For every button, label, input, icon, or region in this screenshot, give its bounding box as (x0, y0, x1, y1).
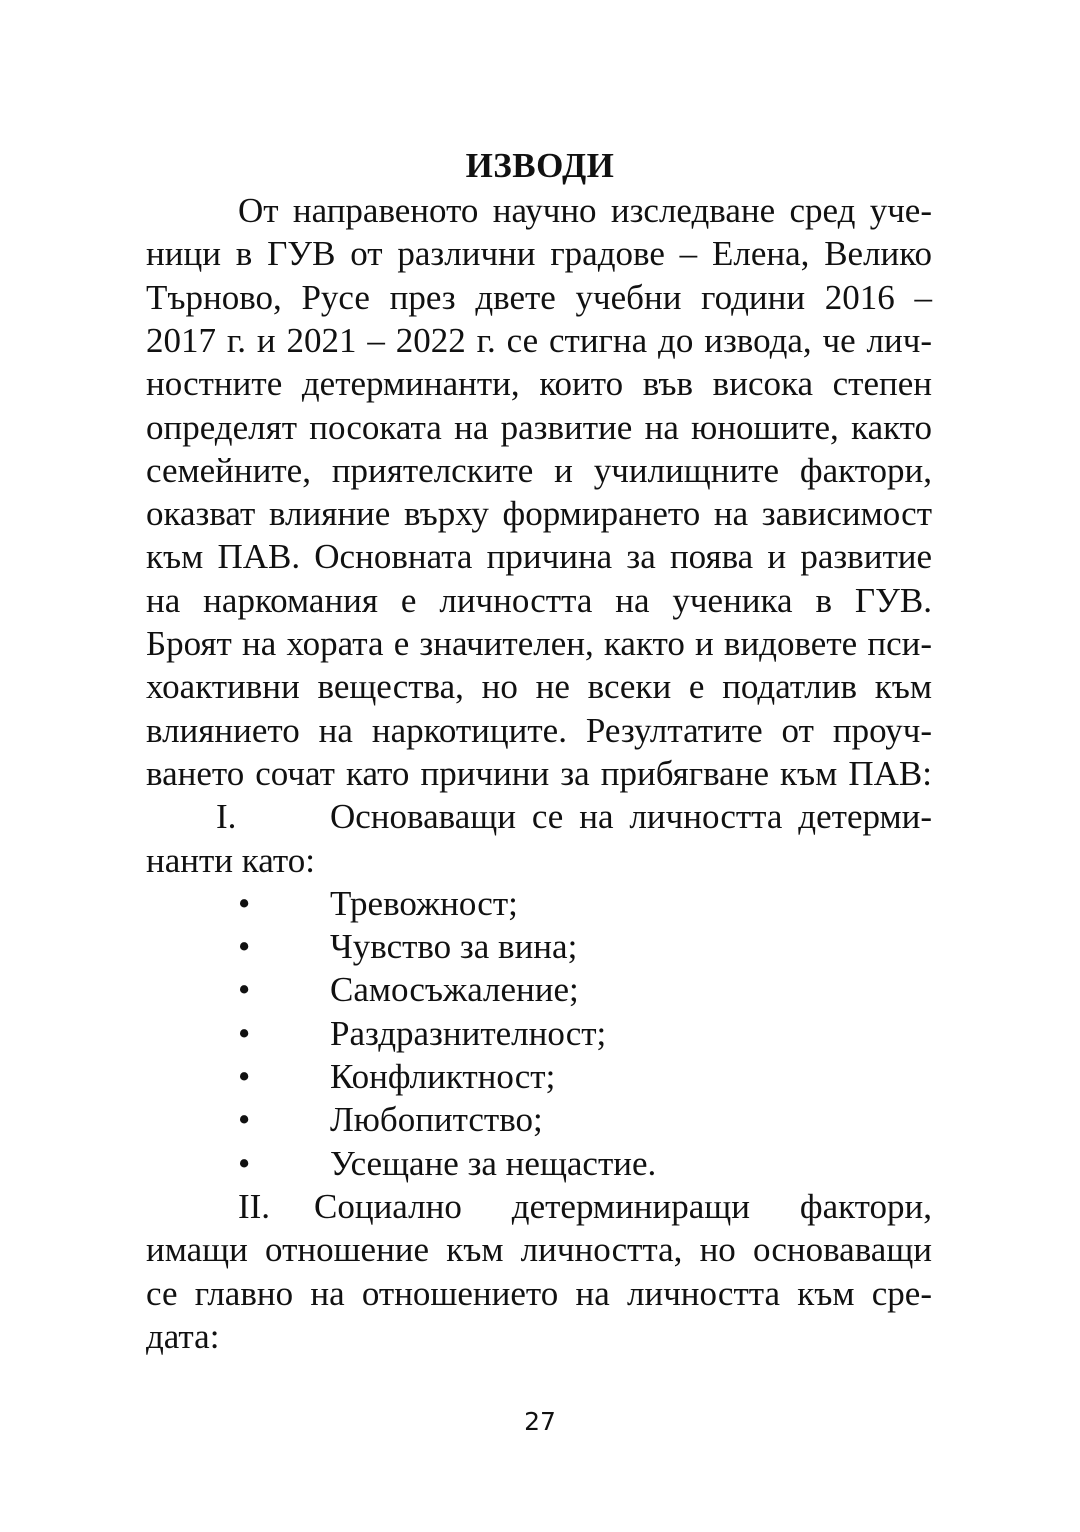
bullet-icon: • (238, 927, 251, 966)
paragraph-line: Търново, Русе през двете учебни години 2016 – (146, 278, 932, 317)
paragraph-line: хоактивни вещества, но не всеки е податлив към (146, 667, 932, 706)
paragraph-line: 2017 г. и 2021 – 2022 г. се стигна до извода, че лич- (146, 321, 932, 360)
section-1-continuation: нанти като: (146, 841, 315, 880)
bullet-text: Тревожност; (330, 884, 518, 923)
paragraph-line: оказват влияние върху формирането на зависимост (146, 494, 932, 533)
page-title: ИЗВОДИ (465, 146, 615, 185)
bullet-item (146, 1012, 932, 1056)
bullet-item (146, 1098, 932, 1142)
bullet-text: Самосъжаление; (330, 970, 579, 1009)
bullet-text: Раздразнителност; (330, 1014, 607, 1053)
section-1-line: Основаващи се на личността детерми- (330, 797, 932, 836)
paragraph-line: към ПАВ. Основната причина за поява и развитие (146, 537, 932, 576)
section-1-marker: I. (216, 797, 237, 836)
paragraph-line: Броят на хората е значителен, както и видовете пси- (146, 624, 932, 663)
bullet-text: Любопитство; (330, 1100, 543, 1139)
paragraph-line: ването сочат като причини за прибягване към ПАВ: (146, 754, 932, 793)
section-2-marker: II. (238, 1187, 271, 1226)
bullet-icon: • (238, 1144, 251, 1183)
paragraph-line: семейните, приятелските и училищните фактори, (146, 451, 932, 490)
page-number: 27 (524, 1407, 556, 1436)
bullet-item (146, 882, 932, 926)
section-2-line: Социално детерминиращи фактори, (314, 1187, 932, 1226)
bullet-item (146, 925, 932, 969)
paragraph-line: на наркомания е личността на ученика в ГУВ. (146, 581, 932, 620)
section-2-line: се главно на отношението на личността към сре- (146, 1274, 932, 1313)
bullet-icon: • (238, 970, 251, 1009)
paragraph-line: ници в ГУВ от различни градове – Елена, Велико (146, 234, 932, 273)
section-2-line: имащи отношение към личността, но основаващи (146, 1230, 932, 1269)
paragraph-line: ностните детерминанти, които във висока степен (146, 364, 932, 403)
section-1-heading (146, 795, 932, 839)
paragraph-line: влиянието на наркотиците. Резултатите от проуч- (146, 711, 932, 750)
bullet-item (146, 968, 932, 1012)
bullet-item (146, 1142, 932, 1186)
bullet-text: Чувство за вина; (330, 927, 578, 966)
bullet-item (146, 1055, 932, 1099)
bullet-text: Конфликтност; (330, 1057, 556, 1096)
paragraph-line: определят посоката на развитие на юношите, както (146, 408, 932, 447)
bullet-icon: • (238, 1100, 251, 1139)
paragraph-line: От направеното научно изследване сред уче- (238, 191, 932, 230)
section-2-heading (146, 1185, 932, 1229)
section-2-line: дата: (146, 1317, 220, 1356)
bullet-icon: • (238, 1014, 251, 1053)
bullet-icon: • (238, 884, 251, 923)
bullet-icon: • (238, 1057, 251, 1096)
bullet-text: Усещане за нещастие. (330, 1144, 657, 1183)
